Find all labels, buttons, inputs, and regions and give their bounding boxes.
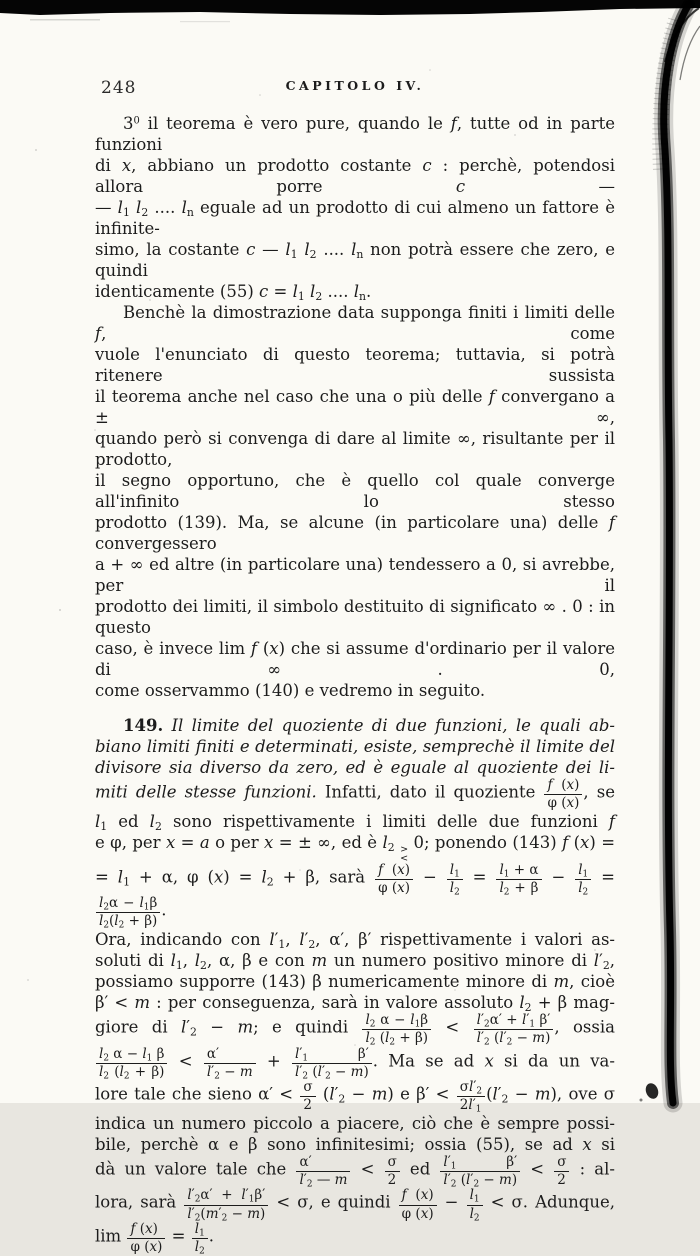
text-line: giore di $l'_2 - m$; e quindi $\frac{l_2 \alpha - l_1\beta}{l_2 (l_2 + \beta)}$ < $\frac{l'_2\alpha' + l'_1 \beta'}{l'_2 (l'_2 - m)}$ , ossia [95, 1012, 615, 1048]
text-line: simo, la costante c — $l_1$ $l_2$ .... $l_n$ non potrà essere che zero, e quindi [95, 240, 615, 280]
text-line: Ora, indicando con $l'_1$, $l'_2$, α′, β′ rispettivamente i valori as- [95, 930, 615, 952]
book-edge-shadow-mid [664, 4, 689, 1103]
text-line: indica un numero piccolo a piacere, ciò che è sempre possi- [95, 1114, 615, 1134]
book-edge-fringe [660, 20, 676, 170]
book-edge-shadow-halo [664, 4, 689, 1103]
paragraph [95, 113, 615, 302]
text-line: miti delle stesse funzioni. Infatti, dato il quoziente $\frac{f (x)}{\varphi (x)}$ , se [95, 777, 615, 812]
page-curl-line [665, 8, 699, 62]
text-line: come osservammo (140) e vedremo in seguito. [95, 681, 486, 700]
ink-speck [640, 1099, 643, 1102]
text-line: e φ, per x = a o per x = ± ∞, ed è $l_2$ > < 0; ponendo (143) f (x) = [95, 833, 616, 864]
page-number: 248 [101, 78, 137, 98]
page-content [95, 78, 615, 1255]
running-header [95, 78, 615, 100]
text-line: Benchè la dimostrazione data supponga finiti i limiti delle f, come [95, 303, 615, 343]
text-line: di x, abbiano un prodotto costante c : perchè, potendosi allora porre c — [95, 156, 615, 196]
text-line: lora, sarà $\frac{l'_2\alpha' + l'_1\beta'}{l'_2(m'_2 - m)}$ < σ, e quindi $\frac{f (x)}{\varphi (x)}$ − $\frac{l_1}{l_2}$ < σ. Adunque, [95, 1187, 616, 1224]
text-line: $l_1$ ed $l_2$ sono rispettivamente i limiti delle due funzioni f [95, 812, 615, 834]
text-line: β′ < m : per conseguenza, sarà in valore assoluto $l_2 + \beta$ mag- [95, 993, 615, 1015]
text-line: prodotto (139). Ma, se alcune (in particolare una) delle f convergessero [95, 513, 615, 553]
text-line: soluti di $l_1$, $l_2$, α, β e con m un numero positivo minore di $l'_2$, [95, 951, 615, 973]
scan-streak [180, 21, 230, 22]
text-line: dà un valore tale che $\frac{\alpha'}{l'_2 — m}$ < $\frac{\sigma}{2}$ ed $\frac{l'_1 \beta'}{l'_2 (l'_2 - m)}$ < $\frac{\sigma}{2}$ : al- [95, 1154, 615, 1190]
text-line: 149. Il limite del quoziente di due funzioni, le quali ab- [123, 716, 615, 735]
text-line: biano limiti finiti e determinati, esiste, semprechè il limite del [95, 737, 615, 756]
text-line: a + ∞ ed altre (in particolare una) tendessero a 0, si avrebbe, per il [95, 555, 615, 595]
text-line: il segno opportuno, che è quello col quale converge all'infinito lo stesso [95, 471, 615, 511]
ink-smudge [644, 1081, 661, 1100]
text-line: lim $\frac{f (x)}{\varphi (x)}$ = $\frac{l_1}{l_2}$ . [95, 1220, 214, 1256]
page-text [95, 113, 615, 1255]
paragraph [95, 715, 615, 1255]
text-line: bile, perchè α e β sono infinitesimi; ossia (55), se ad x si [95, 1135, 615, 1155]
text-line: vuole l'enunciato di questo teorema; tuttavia, si potrà ritenere sussista [95, 345, 615, 385]
text-line: $\frac{l_2 \alpha - l_1 \beta}{l_2 (l_2 + \beta)}$ < $\frac{\alpha'}{l'_2 - m}$ + $\frac{l'_1 \beta'}{l'_2 (l'_2 - m)}$ . Ma se ad x si da un va- [95, 1047, 615, 1080]
text-line: possiamo supporre (143) β numericamente minore di m, cioè [95, 972, 615, 992]
text-line: = $l_1 + \alpha$, φ $(x) = l_2 + \beta$, sarà $\frac{f (x)}{\varphi (x)}$ − $\frac{l_1}{l_2}$ = $\frac{l_1 + \alpha}{l_2 + \beta}$ − $\frac{l_1}{l_2}$ = $\frac{l_2\alpha - l_1\beta}{l_2(l_2 + \beta)}$ . [95, 861, 615, 931]
text-line: il teorema anche nel caso che una o più delle f convergano a ± ∞, [95, 387, 616, 427]
chapter-title: CAPITOLO IV. [285, 78, 425, 93]
page-curl-line [680, 26, 700, 80]
book-edge-shadow-core [664, 4, 689, 1103]
text-line: lore tale che sieno α′ < $\frac{\sigma}{2}$ $(l'_2 - m)$ e β′ < $\frac{\sigma l'_2}{2l'_1}$ $(l'_2 - m)$, ove σ [95, 1078, 616, 1115]
text-line: quando però si convenga di dare al limite ∞, risultante per il prodotto, [95, 429, 615, 469]
text-line: prodotto dei limiti, il simbolo destituito di significato ∞ . 0 : in questo [95, 597, 615, 637]
top-scan-bar [0, 0, 700, 15]
text-line: identicamente (55) $c = l_1$ $l_2$ .... $l_n$. [95, 282, 372, 304]
text-line: caso, è invece lim f (x) che si assume d'ordinario per il valore di ∞ . 0, [95, 639, 615, 679]
scan-streak [30, 19, 100, 21]
paragraph [95, 302, 615, 701]
text-line: $3^0$ il teorema è vero pure, quando le f, tutte od in parte funzioni [95, 114, 615, 154]
text-line: — $l_1$ $l_2$ .... $l_n$ eguale ad un prodotto di cui almeno un fattore è infinite- [95, 198, 615, 238]
text-line: divisore sia diverso da zero, ed è eguale al quoziente dei li- [95, 758, 615, 777]
